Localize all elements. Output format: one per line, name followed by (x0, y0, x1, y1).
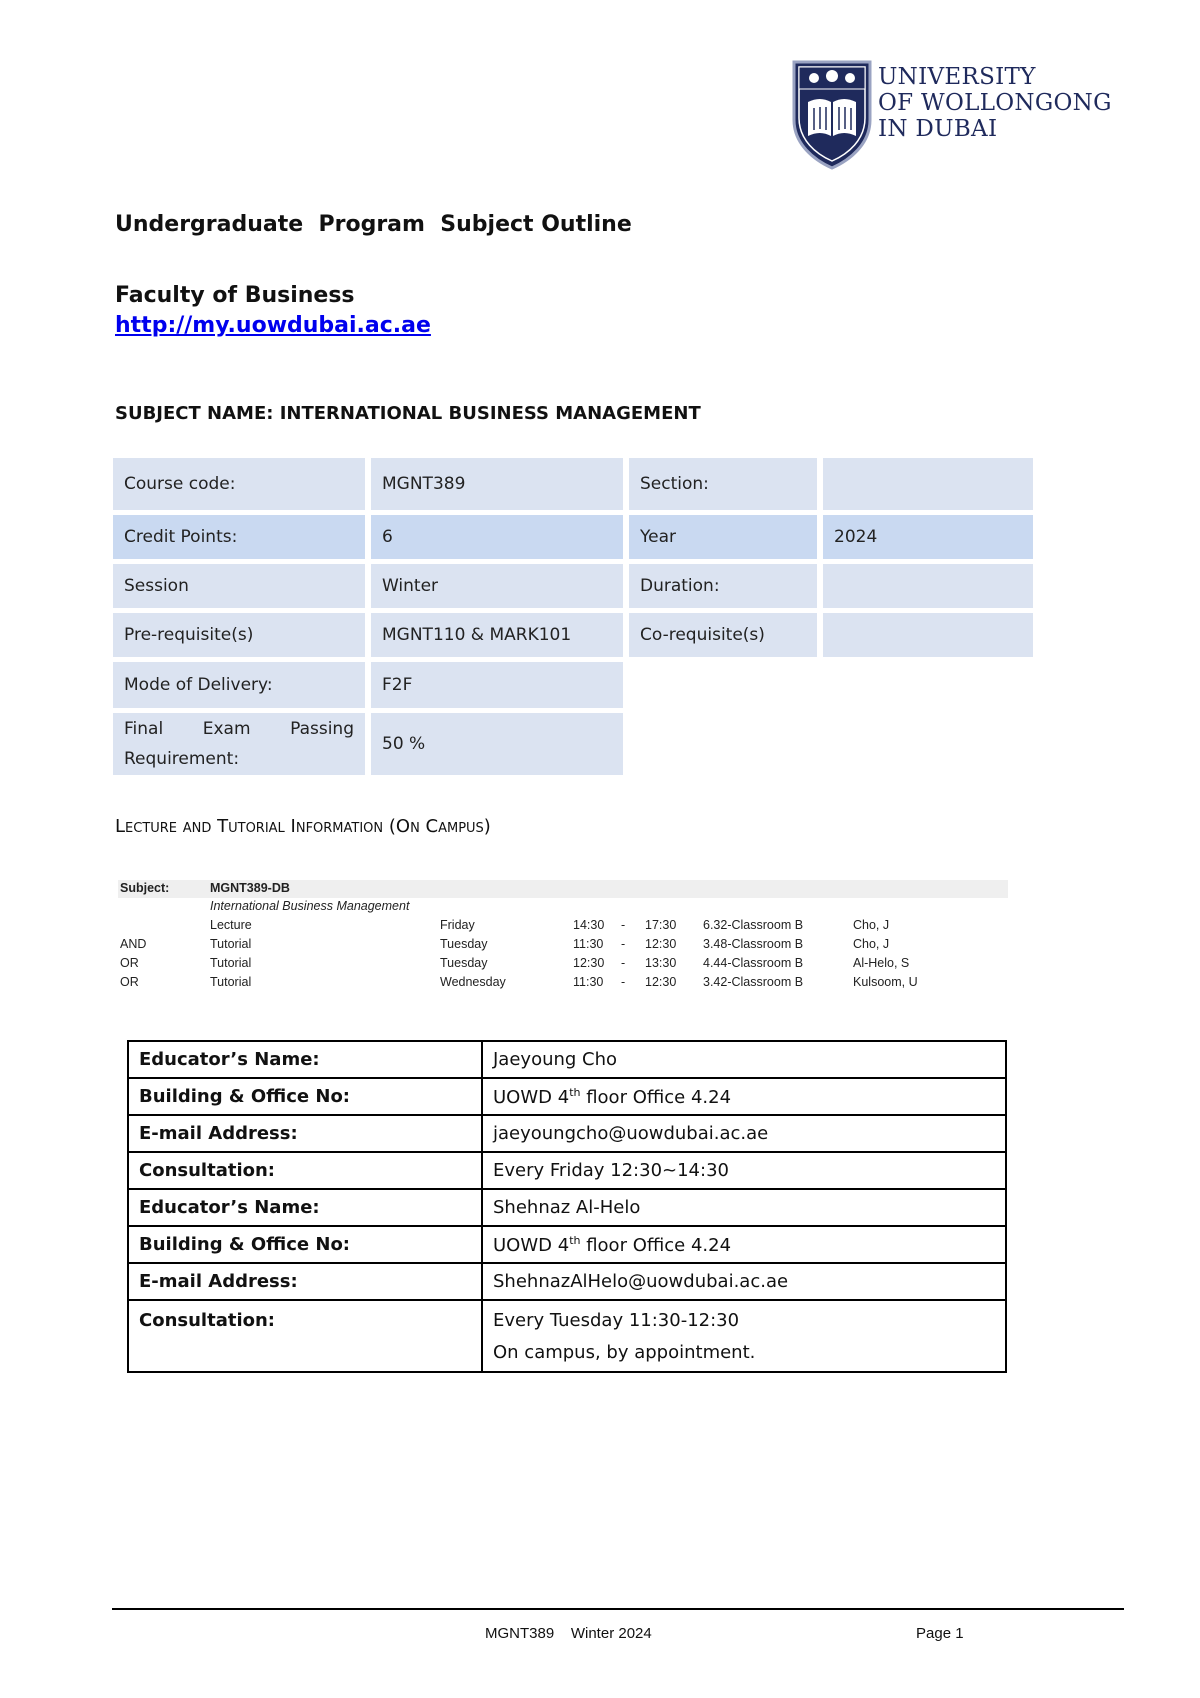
footer-divider (112, 1608, 1124, 1610)
logo-line-2: OF WOLLONGONG (878, 90, 1112, 116)
consultation-line-1: Every Friday 12:30~14:30 (493, 1160, 729, 1181)
course-code-label: Course code: (113, 458, 365, 510)
email-label: E-mail Address: (128, 1263, 482, 1300)
timetable-cell-day: Friday (440, 918, 475, 932)
logo-line-3: IN DUBAI (878, 116, 998, 142)
delivery-mode-value: F2F (371, 662, 623, 708)
timetable-row (118, 917, 1008, 936)
email-label: E-mail Address: (128, 1115, 482, 1152)
timetable-cell-dash: - (621, 975, 626, 989)
final-exam-label-line-1: Final Exam Passing (124, 719, 354, 739)
timetable-cell-prefix: OR (120, 956, 139, 970)
timetable (118, 880, 1008, 993)
heading-cap: C (425, 816, 439, 837)
educator-row (128, 1189, 1006, 1226)
timetable-cell-prefix: AND (120, 937, 147, 951)
subject-label: Subject: (120, 881, 170, 895)
timetable-header (118, 880, 1008, 898)
timetable-cell-type: Tutorial (210, 956, 252, 970)
educator-name-value: Jaeyoung Cho (482, 1041, 1006, 1078)
empty-cell (823, 713, 1033, 775)
empty-cell (823, 662, 1033, 708)
session-label: Session (113, 564, 365, 608)
heading-text: ecture and (125, 816, 218, 837)
timetable-row (118, 936, 1008, 955)
office-room: floor Office 4.24 (580, 1086, 732, 1108)
subject-title: International Business Management (210, 899, 410, 913)
duration-label: Duration: (629, 564, 817, 608)
timetable-cell-end: 13:30 (645, 956, 677, 970)
course-code-value: MGNT389 (371, 458, 623, 510)
timetable-rows (118, 917, 1008, 993)
office-floor-suffix: th (569, 1085, 581, 1099)
document-title: Undergraduate Program Subject Outline (115, 212, 632, 237)
educator-row (128, 1041, 1006, 1078)
educator-name-label: Educator’s Name: (128, 1041, 482, 1078)
timetable-row (118, 974, 1008, 993)
consultation-line-1: Every Tuesday 11:30-12:30 (493, 1310, 740, 1331)
course-info-table (107, 453, 1039, 780)
section-label: Section: (629, 458, 817, 510)
year-label: Year (629, 515, 817, 559)
educator-row (128, 1226, 1006, 1263)
timetable-cell-day: Tuesday (440, 937, 488, 951)
heading-text: nformation ( (295, 816, 396, 837)
timetable-cell-start: 11:30 (573, 975, 604, 989)
final-exam-label-line-2: Requirement: (124, 749, 240, 769)
timetable-cell-dash: - (621, 956, 626, 970)
email-value[interactable]: jaeyoungcho@uowdubai.ac.ae (482, 1115, 1006, 1152)
logo-wordmark (878, 64, 1112, 142)
logo-line-1: UNIVERSITY (878, 64, 1036, 90)
educator-name-value: Shehnaz Al-Helo (482, 1189, 1006, 1226)
final-exam-value: 50 % (371, 713, 623, 775)
timetable-cell-room: 4.44-Classroom B (703, 956, 804, 970)
office-building: UOWD 4 (493, 1234, 570, 1256)
consultation-line-2: On campus, by appointment. (493, 1342, 756, 1363)
subject-name: SUBJECT NAME: INTERNATIONAL BUSINESS MANAGEMENT (115, 403, 701, 424)
corequisite-value (823, 613, 1033, 657)
heading-cap: O (395, 816, 411, 837)
duration-value (823, 564, 1033, 608)
page-number: Page 1 (916, 1625, 964, 1642)
heading-text: ampus) (438, 816, 491, 837)
consultation-label: Consultation: (128, 1300, 482, 1372)
timetable-cell-staff: Cho, J (853, 918, 890, 932)
office-floor-suffix: th (569, 1233, 581, 1247)
heading-cap: I (290, 816, 296, 837)
timetable-cell-staff: Kulsoom, U (853, 975, 918, 989)
empty-cell (629, 662, 817, 708)
timetable-cell-prefix: OR (120, 975, 139, 989)
credit-points-value: 6 (371, 515, 623, 559)
section-value (823, 458, 1033, 510)
footer-course-session: MGNT389 Winter 2024 (485, 1625, 652, 1642)
office-building: UOWD 4 (493, 1086, 570, 1108)
timetable-cell-day: Tuesday (440, 956, 488, 970)
office-label: Building & Office No: (128, 1226, 482, 1263)
prerequisite-label: Pre-requisite(s) (113, 613, 365, 657)
faculty-name: Faculty of Business (115, 283, 355, 308)
educator-row (128, 1078, 1006, 1115)
heading-text: utorial (228, 816, 291, 837)
timetable-cell-end: 17:30 (645, 918, 677, 932)
heading-cap: L (115, 816, 126, 837)
educator-row (128, 1263, 1006, 1300)
educator-row (128, 1152, 1006, 1189)
lecture-tutorial-heading (115, 816, 491, 837)
consultation-label: Consultation: (128, 1152, 482, 1189)
timetable-cell-end: 12:30 (645, 937, 677, 951)
timetable-cell-room: 3.48-Classroom B (703, 937, 804, 951)
educators-table (127, 1040, 1007, 1373)
educator-row (128, 1115, 1006, 1152)
timetable-cell-staff: Al-Helo, S (853, 956, 910, 970)
office-value (482, 1226, 1006, 1263)
heading-text: n (410, 816, 426, 837)
timetable-row (118, 955, 1008, 974)
empty-cell (629, 713, 817, 775)
timetable-cell-end: 12:30 (645, 975, 677, 989)
faculty-link[interactable]: http://my.uowdubai.ac.ae (115, 313, 431, 338)
session-value: Winter (371, 564, 623, 608)
delivery-mode-label: Mode of Delivery: (113, 662, 365, 708)
timetable-cell-dash: - (621, 937, 626, 951)
prerequisite-value: MGNT110 & MARK101 (371, 613, 623, 657)
timetable-cell-start: 14:30 (573, 918, 605, 932)
timetable-cell-day: Wednesday (440, 975, 506, 989)
timetable-cell-room: 6.32-Classroom B (703, 918, 804, 932)
educator-name-label: Educator’s Name: (128, 1189, 482, 1226)
timetable-cell-start: 11:30 (573, 937, 604, 951)
educator-row (128, 1300, 1006, 1372)
timetable-cell-type: Lecture (210, 918, 252, 932)
timetable-cell-dash: - (621, 918, 626, 932)
timetable-cell-room: 3.42-Classroom B (703, 975, 804, 989)
timetable-cell-type: Tutorial (210, 975, 252, 989)
consultation-value (482, 1300, 1006, 1372)
university-logo (790, 58, 1130, 172)
heading-cap: T (217, 816, 229, 837)
subject-code: MGNT389-DB (210, 881, 290, 895)
crest-icon (790, 58, 874, 170)
office-value (482, 1078, 1006, 1115)
timetable-subject-title-row (118, 898, 1008, 917)
final-exam-label (113, 713, 365, 775)
timetable-cell-type: Tutorial (210, 937, 252, 951)
office-label: Building & Office No: (128, 1078, 482, 1115)
office-room: floor Office 4.24 (580, 1234, 732, 1256)
email-value[interactable]: ShehnazAlHelo@uowdubai.ac.ae (482, 1263, 1006, 1300)
corequisite-label: Co-requisite(s) (629, 613, 817, 657)
year-value: 2024 (823, 515, 1033, 559)
timetable-cell-start: 12:30 (573, 956, 605, 970)
credit-points-label: Credit Points: (113, 515, 365, 559)
consultation-value (482, 1152, 1006, 1189)
timetable-cell-staff: Cho, J (853, 937, 890, 951)
